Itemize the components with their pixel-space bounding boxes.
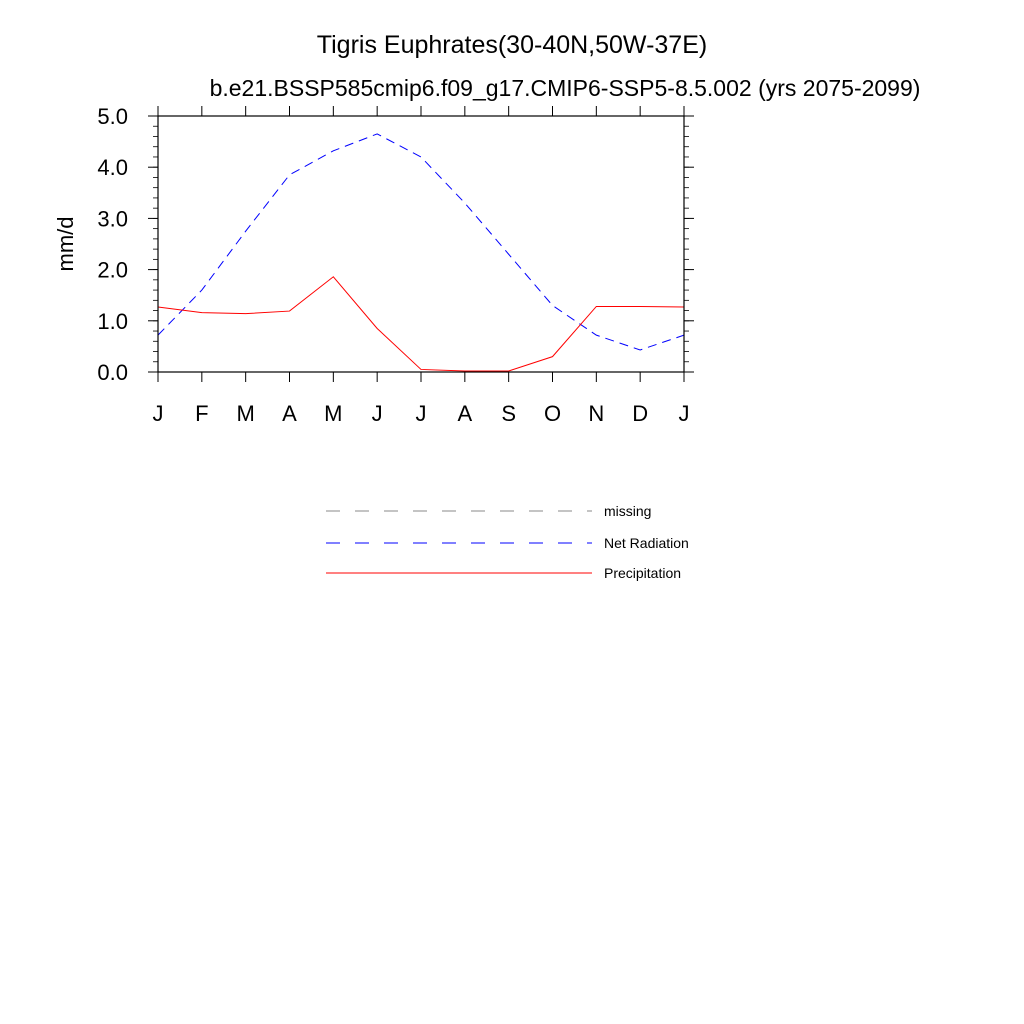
y-tick-labels: [97, 104, 128, 385]
legend-label-precipitation: Precipitation: [604, 565, 682, 581]
y-tick-label: 2.0: [97, 257, 128, 283]
x-tick-label: S: [501, 401, 517, 426]
x-tick-label: F: [195, 401, 209, 426]
x-tick-label: A: [457, 401, 473, 426]
x-tick-label: J: [371, 401, 383, 426]
legend: [326, 503, 689, 581]
x-tick-label: N: [588, 401, 605, 426]
x-tick-label: M: [324, 401, 343, 426]
y-tick-label: 5.0: [97, 104, 128, 129]
legend-label-missing: missing: [604, 503, 652, 519]
series-line-net-radiation: [158, 134, 684, 350]
x-tick-label: O: [543, 401, 562, 426]
series-lines: [158, 134, 684, 371]
x-tick-label: M: [236, 401, 255, 426]
series-line-precipitation: [158, 277, 684, 371]
legend-label-net-radiation: Net Radiation: [604, 535, 689, 551]
chart-title: Tigris Euphrates(30-40N,50W-37E): [316, 31, 708, 59]
y-tick-label: 0.0: [97, 360, 128, 385]
chart-subtitle: b.e21.BSSP585cmip6.f09_g17.CMIP6-SSP5-8.5.002 (yrs 2075-2099): [209, 75, 921, 101]
x-tick-label: J: [415, 401, 427, 426]
x-tick-label: J: [152, 401, 164, 426]
x-tick-label: A: [282, 401, 297, 426]
y-axis-label: mm/d: [53, 216, 78, 272]
plot-frame: [158, 116, 684, 372]
x-tick-labels: [153, 401, 690, 426]
y-tick-label: 1.0: [97, 308, 128, 334]
y-tick-label: 3.0: [97, 206, 128, 232]
x-tick-label: J: [678, 401, 690, 426]
y-tick-label: 4.0: [97, 155, 128, 181]
x-tick-label: D: [632, 401, 649, 426]
